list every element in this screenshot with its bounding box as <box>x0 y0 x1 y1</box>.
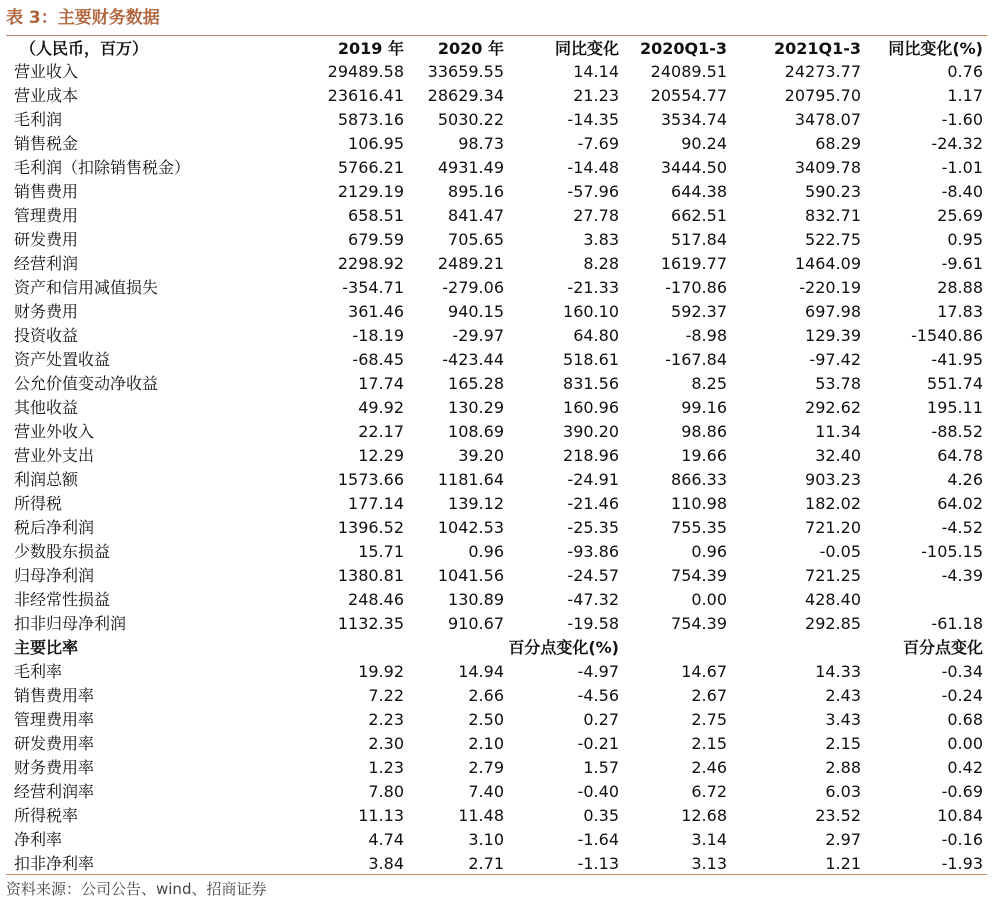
table-cell-q2020: 24089.51 <box>650 62 727 81</box>
table-cell-yoy: 21.23 <box>573 86 619 105</box>
ratio-cell-y2020: 2.71 <box>468 854 504 873</box>
table-cell-q2021: 129.39 <box>805 326 861 345</box>
table-cell-y2019: 177.14 <box>348 494 404 513</box>
ratio-cell-yoy-pct: -0.69 <box>941 782 983 801</box>
table-row <box>6 612 987 636</box>
ratio-section-header <box>6 636 987 660</box>
header-unit: （人民币，百万） <box>20 39 149 58</box>
table-cell-q2021: 20795.70 <box>784 86 861 105</box>
table-row <box>6 468 987 492</box>
ratio-cell-label: 销售费用率 <box>14 686 95 705</box>
table-cell-y2020: -423.44 <box>442 350 504 369</box>
table-cell-q2021: 292.62 <box>805 398 861 417</box>
ratio-cell-q2020: 12.68 <box>681 806 727 825</box>
table-row <box>6 372 987 396</box>
ratio-cell-yoy: -4.56 <box>577 686 619 705</box>
table-cell-y2019: 23616.41 <box>327 86 404 105</box>
ratio-cell-y2019: 2.30 <box>368 734 404 753</box>
table-cell-q2020: 19.66 <box>681 446 727 465</box>
table-cell-q2021: 32.40 <box>815 446 861 465</box>
table-row <box>6 228 987 252</box>
header-2021q1-3: 2021Q1-3 <box>773 39 861 58</box>
table-cell-label: 营业外支出 <box>14 446 95 465</box>
table-cell-yoy-pct: -24.32 <box>931 134 983 153</box>
table-cell-yoy: 518.61 <box>563 350 619 369</box>
ratio-cell-yoy-pct: 0.68 <box>947 710 983 729</box>
table-cell-q2020: 90.24 <box>681 134 727 153</box>
table-cell-yoy-pct: 28.88 <box>937 278 983 297</box>
ratio-cell-y2019: 3.84 <box>368 854 404 873</box>
table-cell-label: 营业成本 <box>14 86 79 105</box>
header-row <box>6 38 987 60</box>
table-cell-y2020: 1042.53 <box>437 518 504 537</box>
table-row <box>6 132 987 156</box>
table-title: 表 3：主要财务数据 <box>6 8 160 28</box>
table-cell-label: 公允价值变动净收益 <box>14 374 159 393</box>
table-cell-q2020: 755.35 <box>671 518 727 537</box>
table-row <box>6 300 987 324</box>
ratio-cell-q2021: 2.43 <box>825 686 861 705</box>
table-cell-y2020: 1181.64 <box>437 470 504 489</box>
ratio-cell-yoy: 0.35 <box>583 806 619 825</box>
table-cell-yoy: 160.96 <box>563 398 619 417</box>
header-2019: 2019 年 <box>337 39 404 58</box>
ratio-cell-label: 财务费用率 <box>14 758 95 777</box>
table-cell-q2021: 182.02 <box>805 494 861 513</box>
ratio-cell-label: 毛利率 <box>14 662 63 681</box>
table-cell-y2019: 29489.58 <box>327 62 404 81</box>
table-cell-y2020: 28629.34 <box>427 86 504 105</box>
table-cell-q2020: 3534.74 <box>660 110 727 129</box>
table-row <box>6 276 987 300</box>
table-cell-y2020: 940.15 <box>448 302 504 321</box>
table-cell-y2019: 5873.16 <box>337 110 404 129</box>
table-cell-label: 毛利润（扣除销售税金） <box>14 158 191 177</box>
table-row <box>6 108 987 132</box>
ratio-cell-label: 研发费用率 <box>14 734 95 753</box>
table-cell-y2019: 1380.81 <box>337 566 404 585</box>
table-cell-q2021: 3409.78 <box>794 158 861 177</box>
table-cell-q2020: -167.84 <box>665 350 727 369</box>
table-cell-yoy: -24.91 <box>567 470 619 489</box>
ratio-cell-yoy: -4.97 <box>577 662 619 681</box>
ratio-cell-yoy: -0.21 <box>577 734 619 753</box>
ratio-section-pp-change: 百分点变化(%) <box>508 638 619 657</box>
table-cell-y2020: 108.69 <box>448 422 504 441</box>
table-cell-label: 归母净利润 <box>14 566 95 585</box>
header-2020q1-3: 2020Q1-3 <box>639 39 727 58</box>
ratio-cell-y2020: 7.40 <box>468 782 504 801</box>
ratio-cell-y2019: 7.80 <box>368 782 404 801</box>
table-row <box>6 252 987 276</box>
table-cell-yoy-pct: -61.18 <box>931 614 983 633</box>
table-cell-yoy: -47.32 <box>567 590 619 609</box>
table-cell-q2021: 697.98 <box>805 302 861 321</box>
ratio-cell-yoy-pct: 10.84 <box>937 806 983 825</box>
table-cell-q2021: 292.85 <box>805 614 861 633</box>
ratio-rows <box>6 636 987 876</box>
table-cell-label: 资产处置收益 <box>14 350 111 369</box>
table-cell-y2019: 106.95 <box>348 134 404 153</box>
table-cell-q2020: 98.86 <box>681 422 727 441</box>
table-cell-y2020: 130.29 <box>448 398 504 417</box>
ratio-cell-y2020: 11.48 <box>458 806 504 825</box>
table-cell-y2019: 248.46 <box>348 590 404 609</box>
ratio-cell-q2021: 1.21 <box>825 854 861 873</box>
table-cell-y2019: 1132.35 <box>337 614 404 633</box>
table-cell-y2019: 15.71 <box>358 542 404 561</box>
table-row <box>6 588 987 612</box>
table-cell-y2020: 5030.22 <box>437 110 504 129</box>
ratio-cell-y2020: 2.50 <box>468 710 504 729</box>
table-cell-label: 所得税 <box>14 494 63 513</box>
table-cell-q2020: 754.39 <box>671 566 727 585</box>
ratio-row <box>6 660 987 684</box>
table-cell-y2019: 12.29 <box>358 446 404 465</box>
table-cell-label: 销售费用 <box>14 182 79 201</box>
table-cell-yoy: 27.78 <box>573 206 619 225</box>
ratio-cell-q2020: 2.67 <box>691 686 727 705</box>
table-cell-yoy: -19.58 <box>567 614 619 633</box>
ratio-cell-q2021: 3.43 <box>825 710 861 729</box>
ratio-section-pp-change-2: 百分点变化 <box>902 638 983 657</box>
table-cell-y2020: 139.12 <box>448 494 504 513</box>
table-cell-yoy: 831.56 <box>563 374 619 393</box>
ratio-cell-yoy-pct: 0.42 <box>947 758 983 777</box>
table-cell-yoy-pct: 25.69 <box>937 206 983 225</box>
table-cell-yoy: 64.80 <box>573 326 619 345</box>
ratio-row <box>6 828 987 852</box>
table-cell-yoy-pct: 4.26 <box>947 470 983 489</box>
table-row <box>6 396 987 420</box>
ratio-cell-y2019: 19.92 <box>358 662 404 681</box>
table-cell-q2021: -0.05 <box>819 542 861 561</box>
table-cell-yoy: 218.96 <box>563 446 619 465</box>
ratio-cell-q2021: 6.03 <box>825 782 861 801</box>
table-cell-q2020: -170.86 <box>665 278 727 297</box>
ratio-cell-q2020: 3.14 <box>691 830 727 849</box>
table-cell-q2021: 903.23 <box>805 470 861 489</box>
ratio-cell-q2020: 14.67 <box>681 662 727 681</box>
table-cell-label: 毛利润 <box>14 110 63 129</box>
ratio-cell-label: 净利率 <box>14 830 63 849</box>
table-cell-label: 财务费用 <box>14 302 79 321</box>
table-cell-y2019: -354.71 <box>342 278 404 297</box>
table-cell-label: 利润总额 <box>14 470 79 489</box>
table-cell-q2021: 428.40 <box>805 590 861 609</box>
table-cell-yoy: -25.35 <box>567 518 619 537</box>
table-cell-y2019: 679.59 <box>348 230 404 249</box>
table-cell-q2020: 592.37 <box>671 302 727 321</box>
ratio-cell-label: 管理费用率 <box>14 710 95 729</box>
table-cell-yoy-pct: -4.39 <box>941 566 983 585</box>
table-cell-y2019: 49.92 <box>358 398 404 417</box>
bottom-rule <box>6 874 987 875</box>
table-cell-q2021: 832.71 <box>805 206 861 225</box>
source-note: 资料来源：公司公告、wind、招商证券 <box>6 880 267 898</box>
table-cell-label: 经营利润 <box>14 254 79 273</box>
table-cell-q2020: 662.51 <box>671 206 727 225</box>
ratio-cell-yoy: -1.64 <box>577 830 619 849</box>
ratio-cell-y2020: 2.10 <box>468 734 504 753</box>
ratio-cell-q2021: 2.15 <box>825 734 861 753</box>
ratio-cell-yoy-pct: -0.16 <box>941 830 983 849</box>
ratio-cell-y2020: 14.94 <box>458 662 504 681</box>
table-cell-label: 税后净利润 <box>14 518 95 537</box>
table-cell-y2020: 33659.55 <box>427 62 504 81</box>
table-cell-label: 营业收入 <box>14 62 79 81</box>
ratio-cell-yoy-pct: -0.34 <box>941 662 983 681</box>
table-cell-y2020: -29.97 <box>452 326 504 345</box>
table-cell-yoy: 8.28 <box>583 254 619 273</box>
table-cell-yoy-pct: 1.17 <box>947 86 983 105</box>
header-2020: 2020 年 <box>437 39 504 58</box>
header-yoy-pct: 同比变化(%) <box>888 39 983 58</box>
ratio-cell-q2021: 2.97 <box>825 830 861 849</box>
ratio-cell-q2021: 23.52 <box>815 806 861 825</box>
ratio-cell-y2019: 11.13 <box>358 806 404 825</box>
table-cell-y2019: 5766.21 <box>337 158 404 177</box>
ratio-cell-q2020: 3.13 <box>691 854 727 873</box>
table-cell-y2020: 1041.56 <box>437 566 504 585</box>
ratio-cell-yoy-pct: -1.93 <box>941 854 983 873</box>
table-cell-label: 资产和信用减值损失 <box>14 278 159 297</box>
table-cell-q2020: 0.96 <box>691 542 727 561</box>
table-cell-q2021: 11.34 <box>815 422 861 441</box>
table-cell-y2019: -18.19 <box>352 326 404 345</box>
ratio-cell-yoy: 0.27 <box>583 710 619 729</box>
table-cell-y2019: 2129.19 <box>337 182 404 201</box>
table-cell-yoy-pct: -9.61 <box>941 254 983 273</box>
table-cell-y2020: 4931.49 <box>437 158 504 177</box>
top-rule <box>6 35 987 36</box>
main-rows <box>6 60 987 636</box>
table-row <box>6 60 987 84</box>
table-cell-q2021: 522.75 <box>805 230 861 249</box>
table-cell-y2019: 2298.92 <box>337 254 404 273</box>
ratio-cell-label: 扣非净利率 <box>14 854 95 873</box>
table-cell-yoy: -93.86 <box>567 542 619 561</box>
table-cell-q2021: 24273.77 <box>784 62 861 81</box>
table-cell-yoy-pct: -41.95 <box>931 350 983 369</box>
ratio-cell-q2020: 2.75 <box>691 710 727 729</box>
table-cell-yoy-pct: -4.52 <box>941 518 983 537</box>
table-cell-label: 管理费用 <box>14 206 79 225</box>
table-cell-q2020: 754.39 <box>671 614 727 633</box>
table-row <box>6 204 987 228</box>
ratio-cell-q2020: 2.15 <box>691 734 727 753</box>
table-cell-q2020: 866.33 <box>671 470 727 489</box>
table-cell-yoy-pct: -8.40 <box>941 182 983 201</box>
ratio-row <box>6 708 987 732</box>
table-cell-yoy: 160.10 <box>563 302 619 321</box>
ratio-cell-y2019: 7.22 <box>368 686 404 705</box>
table-cell-yoy-pct: 64.78 <box>937 446 983 465</box>
table-row <box>6 324 987 348</box>
table-cell-y2019: 1396.52 <box>337 518 404 537</box>
ratio-cell-y2019: 4.74 <box>368 830 404 849</box>
ratio-cell-yoy-pct: -0.24 <box>941 686 983 705</box>
ratio-cell-label: 经营利润率 <box>14 782 95 801</box>
table-cell-yoy: -14.48 <box>567 158 619 177</box>
ratio-row <box>6 780 987 804</box>
table-cell-yoy: -57.96 <box>567 182 619 201</box>
table-cell-label: 销售税金 <box>14 134 79 153</box>
ratio-cell-q2021: 14.33 <box>815 662 861 681</box>
table-cell-y2020: 0.96 <box>468 542 504 561</box>
ratio-row <box>6 684 987 708</box>
table-cell-yoy-pct: 0.95 <box>947 230 983 249</box>
table-cell-q2020: 1619.77 <box>660 254 727 273</box>
ratio-cell-yoy: -1.13 <box>577 854 619 873</box>
table-cell-yoy-pct: -1.01 <box>941 158 983 177</box>
table-cell-yoy: -21.33 <box>567 278 619 297</box>
table-cell-y2020: 165.28 <box>448 374 504 393</box>
table-cell-yoy-pct: 64.02 <box>937 494 983 513</box>
table-cell-y2020: 2489.21 <box>437 254 504 273</box>
table-cell-label: 扣非归母净利润 <box>14 614 127 633</box>
table-cell-yoy-pct: -1.60 <box>941 110 983 129</box>
ratio-cell-yoy-pct: 0.00 <box>947 734 983 753</box>
header-yoy: 同比变化 <box>554 39 619 58</box>
table-cell-yoy-pct: 195.11 <box>927 398 983 417</box>
table-cell-y2020: 39.20 <box>458 446 504 465</box>
table-cell-label: 少数股东损益 <box>14 542 111 561</box>
table-cell-yoy-pct: -1540.86 <box>911 326 983 345</box>
table-cell-q2021: 590.23 <box>805 182 861 201</box>
ratio-row <box>6 756 987 780</box>
ratio-cell-y2020: 3.10 <box>468 830 504 849</box>
table-cell-yoy-pct <box>861 588 987 612</box>
table-row <box>6 516 987 540</box>
table-cell-y2020: 895.16 <box>448 182 504 201</box>
table-cell-yoy: 3.83 <box>583 230 619 249</box>
table-cell-q2020: 20554.77 <box>650 86 727 105</box>
table-cell-y2019: 1573.66 <box>337 470 404 489</box>
table-row <box>6 84 987 108</box>
table-cell-yoy: -7.69 <box>577 134 619 153</box>
table-cell-q2020: 8.25 <box>691 374 727 393</box>
table-cell-yoy-pct: 0.76 <box>947 62 983 81</box>
ratio-cell-y2020: 2.66 <box>468 686 504 705</box>
table-cell-q2021: 721.25 <box>805 566 861 585</box>
table-cell-yoy: -14.35 <box>567 110 619 129</box>
table-cell-label: 研发费用 <box>14 230 79 249</box>
ratio-row <box>6 804 987 828</box>
table-cell-q2021: -220.19 <box>799 278 861 297</box>
table-cell-label: 投资收益 <box>14 326 79 345</box>
table-cell-q2020: 0.00 <box>691 590 727 609</box>
table-cell-yoy-pct: 551.74 <box>927 374 983 393</box>
table-cell-q2020: 644.38 <box>671 182 727 201</box>
table-cell-y2020: 98.73 <box>458 134 504 153</box>
table-cell-y2019: 17.74 <box>358 374 404 393</box>
ratio-cell-y2019: 1.23 <box>368 758 404 777</box>
table-cell-yoy: -21.46 <box>567 494 619 513</box>
table-cell-q2021: 3478.07 <box>794 110 861 129</box>
table-cell-y2019: 658.51 <box>348 206 404 225</box>
table-cell-yoy-pct: 17.83 <box>937 302 983 321</box>
table-row <box>6 540 987 564</box>
table-cell-q2021: 721.20 <box>805 518 861 537</box>
table-cell-y2020: -279.06 <box>442 278 504 297</box>
financial-table <box>6 38 987 876</box>
table-row <box>6 492 987 516</box>
table-cell-y2020: 841.47 <box>448 206 504 225</box>
table-cell-q2020: -8.98 <box>685 326 727 345</box>
table-cell-q2020: 110.98 <box>671 494 727 513</box>
ratio-cell-yoy: 1.57 <box>583 758 619 777</box>
table-cell-q2020: 3444.50 <box>660 158 727 177</box>
ratio-section-label: 主要比率 <box>14 638 79 657</box>
table-cell-yoy: 14.14 <box>573 62 619 81</box>
table-cell-label: 营业外收入 <box>14 422 95 441</box>
table-cell-yoy: -24.57 <box>567 566 619 585</box>
ratio-cell-y2019: 2.23 <box>368 710 404 729</box>
table-cell-y2020: 130.89 <box>448 590 504 609</box>
ratio-cell-q2020: 6.72 <box>691 782 727 801</box>
table-cell-y2019: -68.45 <box>352 350 404 369</box>
table-row <box>6 420 987 444</box>
table-row <box>6 444 987 468</box>
table-cell-q2021: -97.42 <box>809 350 861 369</box>
table-cell-label: 非经常性损益 <box>14 590 111 609</box>
table-cell-q2021: 68.29 <box>815 134 861 153</box>
table-cell-q2021: 1464.09 <box>794 254 861 273</box>
ratio-cell-yoy: -0.40 <box>577 782 619 801</box>
table-cell-q2020: 517.84 <box>671 230 727 249</box>
table-row <box>6 348 987 372</box>
table-cell-label: 其他收益 <box>14 398 79 417</box>
ratio-cell-q2020: 2.46 <box>691 758 727 777</box>
ratio-cell-label: 所得税率 <box>14 806 79 825</box>
table-cell-y2019: 361.46 <box>348 302 404 321</box>
table-cell-yoy-pct: -105.15 <box>921 542 983 561</box>
ratio-row <box>6 852 987 876</box>
table-cell-q2021: 53.78 <box>815 374 861 393</box>
table-row <box>6 180 987 204</box>
table-cell-y2020: 705.65 <box>448 230 504 249</box>
table-cell-yoy: 390.20 <box>563 422 619 441</box>
ratio-row <box>6 732 987 756</box>
table-row <box>6 564 987 588</box>
table-cell-y2020: 910.67 <box>448 614 504 633</box>
ratio-cell-y2020: 2.79 <box>468 758 504 777</box>
ratio-cell-q2021: 2.88 <box>825 758 861 777</box>
table-cell-yoy-pct: -88.52 <box>931 422 983 441</box>
table-cell-y2019: 22.17 <box>358 422 404 441</box>
table-row <box>6 156 987 180</box>
table-cell-q2020: 99.16 <box>681 398 727 417</box>
